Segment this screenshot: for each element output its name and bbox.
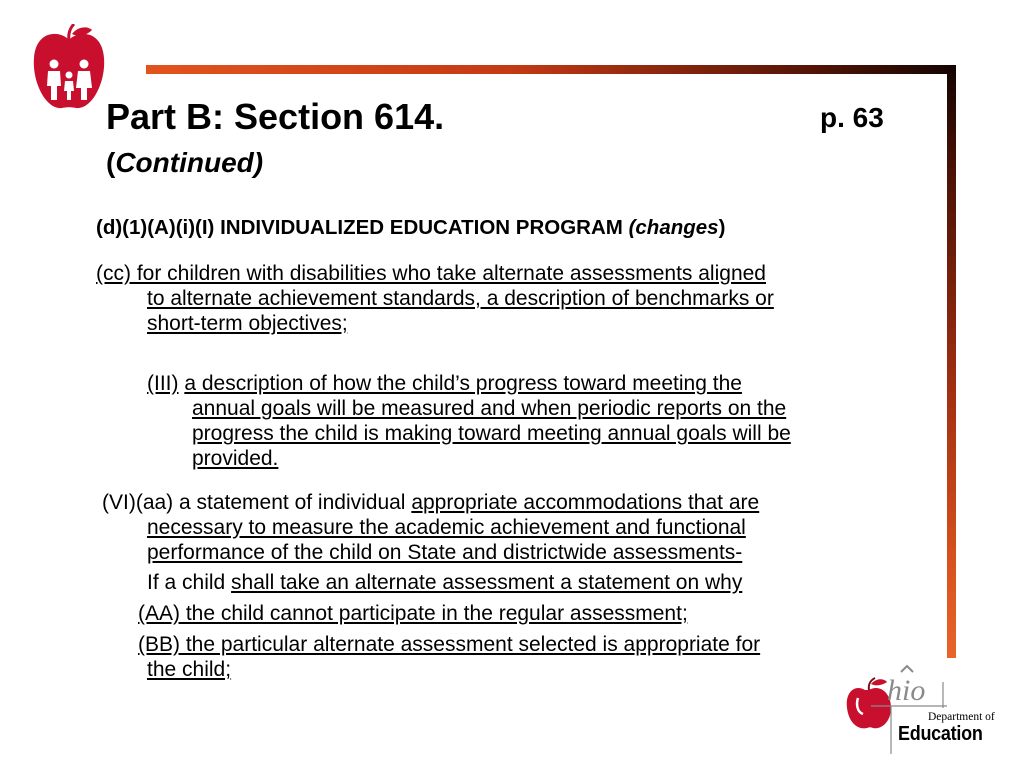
- if-child-line: [147, 570, 742, 595]
- if-child-plain: If a child: [147, 571, 232, 594]
- apple-family-logo-icon: [30, 24, 108, 114]
- page-reference: p. 63: [820, 102, 884, 133]
- slide-title: Part B: Section 614.: [106, 96, 445, 137]
- top-decorative-bar: [146, 65, 956, 74]
- ohio-dept-label: Department of: [928, 711, 995, 723]
- cc-line-2: to alternate achievement standards, a description of benchmarks or: [147, 287, 774, 310]
- vi-line-1: [102, 490, 759, 515]
- vi-line-1-plain: (VI)(aa) a statement of individual: [102, 491, 412, 514]
- heading-close: ): [718, 216, 726, 239]
- bb-line-1: (BB) the particular alternate assessment selected is appropriate for: [138, 633, 761, 656]
- section-heading: [96, 216, 725, 240]
- if-child-underlined: shall take an alternate assessment a statement on why: [231, 571, 743, 594]
- iii-line-2: annual goals will be measured and when periodic reports on the: [192, 397, 787, 420]
- bb-line-2: the child;: [147, 658, 232, 681]
- subtitle-continued: Continued): [115, 147, 264, 178]
- cc-line-1: (cc) for children with disabilities who take alternate assessments aligned: [96, 262, 766, 285]
- iii-line-1-text: a description of how the child’s progress toward meeting the: [184, 372, 742, 395]
- iii-line-4: provided.: [192, 447, 279, 470]
- ohio-script-text: hio: [887, 674, 926, 707]
- aa-line: (AA) the child cannot participate in the regular assessment;: [138, 602, 688, 625]
- slide-subtitle: [106, 146, 263, 180]
- iii-label: (III): [147, 372, 179, 395]
- heading-main: (d)(1)(A)(i)(I) INDIVIDUALIZED EDUCATION PROGRAM: [96, 216, 629, 239]
- cc-line-3: short-term objectives;: [147, 312, 348, 335]
- vi-line-3: performance of the child on State and districtwide assessments-: [147, 541, 743, 564]
- vi-line-2: necessary to measure the academic achievement and functional: [147, 516, 746, 539]
- iii-line-1: [147, 371, 742, 396]
- right-decorative-bar: [947, 65, 956, 658]
- subtitle-paren: (: [106, 147, 116, 178]
- iii-line-3: progress the child is making toward meeting annual goals will be: [192, 422, 791, 445]
- vi-line-1-underlined: appropriate accommodations that are: [411, 491, 760, 514]
- heading-changes: (changes: [628, 216, 719, 239]
- ohio-education-label: Education: [898, 723, 983, 745]
